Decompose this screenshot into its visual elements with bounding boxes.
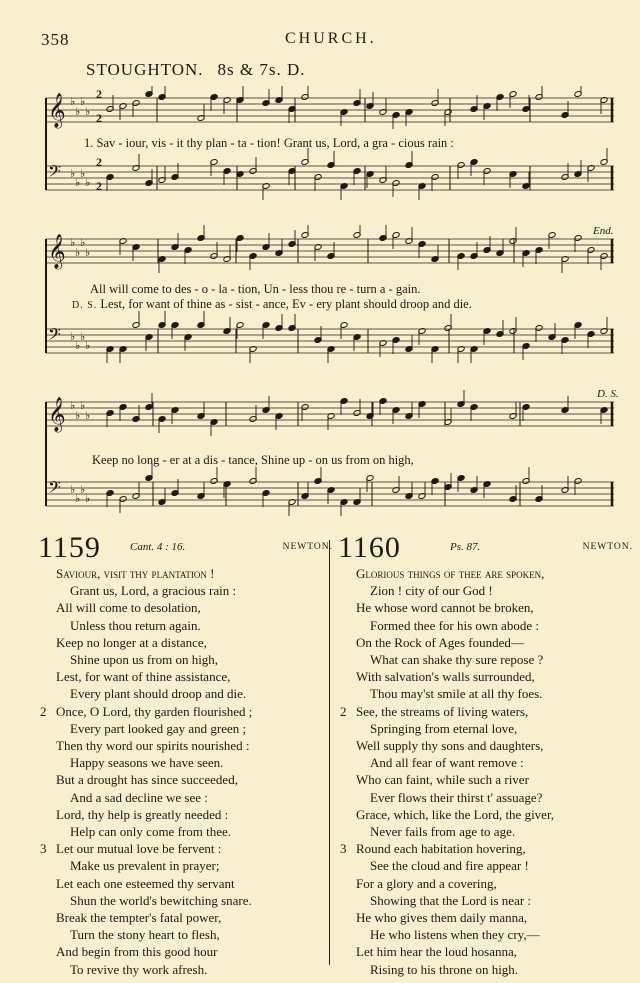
hymn-text (338, 565, 633, 978)
flat-icon: ♭ (80, 96, 86, 108)
time-signature: 2 (96, 155, 102, 169)
verse-line: Thou may'st smile at all thy foes. (370, 686, 543, 702)
hymn-header (38, 531, 333, 565)
bass-clef-icon: 𝄢 (48, 477, 61, 501)
verse-line: Unless thou return again. (70, 617, 201, 633)
verse-line: 2 See, the streams of living waters, (340, 703, 529, 719)
verse-line: He who listens when they cry,— (370, 927, 540, 943)
stanza-number: 3 (40, 841, 47, 857)
flat-icon: ♭ (70, 400, 76, 412)
time-signature: 2 (96, 111, 102, 125)
flat-icon: ♭ (70, 96, 76, 108)
flat-icon: ♭ (85, 247, 91, 259)
flat-icon: ♭ (70, 237, 76, 249)
hymn-number: 1159 (38, 531, 101, 564)
verse-line: Showing that the Lord is near : (370, 892, 532, 908)
flat-icon: ♭ (75, 493, 81, 505)
verse-line: 3 Round each habitation hovering, (340, 841, 526, 857)
bass-clef-icon: 𝄢 (48, 324, 61, 348)
verse-line: Keep no longer at a distance, (56, 634, 207, 650)
verse-line: He whose word cannot be broken, (356, 600, 534, 616)
staff (46, 148, 614, 200)
flat-icon: ♭ (85, 106, 91, 118)
flat-icon: ♭ (80, 237, 86, 249)
verse-line: Happy seasons we have seen. (70, 755, 224, 771)
staff-notation (40, 86, 620, 216)
treble-clef-icon: 𝄞 (48, 93, 66, 128)
verse-line: 2 Once, O Lord, thy garden flourished ; (40, 703, 253, 719)
music-system-2 (40, 225, 620, 375)
verse-line: Springing from eternal love, (370, 720, 518, 736)
ds-lyrics: Lest, for want of thine as - sist - ance, Ev - ery plant should droop and die. (97, 297, 472, 311)
verse-line: Saviour, visit thy plantation ! (56, 566, 215, 581)
hymn-1159 (38, 531, 333, 978)
verse-line: What can shake thy sure repose ? (370, 652, 544, 668)
verse-line: Shine upon us from on high, (70, 652, 219, 668)
verse-line: Rising to his throne on high. (370, 961, 519, 977)
hymn-number: 1160 (338, 531, 401, 564)
flat-icon: ♭ (75, 177, 81, 189)
verse-line: Turn the stony heart to flesh, (70, 927, 220, 943)
stanza-number: 2 (40, 703, 47, 719)
verse-line: Grace, which, like the Lord, the giver, (356, 806, 555, 822)
scripture-reference: Ps. 87. (450, 541, 481, 553)
verse-line: On the Rock of Ages founded— (356, 634, 524, 650)
verse-line: Break the tempter's fatal power, (56, 910, 222, 926)
hymn-author: NEWTON. (282, 542, 333, 552)
verse-line: 3 Let our mutual love be fervent : (40, 841, 222, 857)
lyrics-line: 1. Sav - iour, vis - it thy plan - ta - tion! Grant us, Lord, a gra - cious rain : (84, 136, 454, 150)
verse-line: All will come to desolation, (56, 600, 201, 616)
stanza-number: 2 (340, 703, 347, 719)
hymn-text (38, 565, 333, 978)
time-signature: 2 (96, 87, 102, 101)
flat-icon: ♭ (75, 340, 81, 352)
lyrics-line-ds (72, 297, 472, 312)
verse-line: And all fear of want remove : (370, 755, 524, 771)
verse-line: Glorious things of thee are spoken, (356, 566, 545, 581)
ds-label: D. S. (72, 300, 98, 311)
verse-line: Make us prevalent in prayer; (70, 858, 220, 874)
verse-line: Never fails from age to age. (370, 824, 516, 840)
verse-line: Then thy word our spirits nourished : (56, 738, 250, 754)
hymn-header (338, 531, 633, 565)
verse-line: Shun the world's bewitching snare. (70, 892, 252, 908)
staff (46, 464, 614, 516)
flat-icon: ♭ (75, 410, 81, 422)
hymn-author: NEWTON. (582, 542, 633, 552)
verse-line: See the cloud and fire appear ! (370, 858, 529, 874)
verse-line: Let him hear the loud hosanna, (356, 944, 518, 960)
flat-icon: ♭ (85, 410, 91, 422)
flat-icon: ♭ (80, 484, 86, 496)
flat-icon: ♭ (75, 247, 81, 259)
verse-line: Lest, for want of thine assistance, (56, 669, 231, 685)
verse-line: Zion ! city of our God ! (370, 583, 493, 599)
verse-line: Grant us, Lord, a gracious rain : (70, 583, 237, 599)
staff (46, 225, 614, 273)
treble-clef-icon: 𝄞 (48, 234, 66, 269)
verse-line: For a glory and a covering, (356, 875, 497, 891)
verse-line: Every plant should droop and die. (70, 686, 247, 702)
stanza-number: 3 (340, 841, 347, 857)
flat-icon: ♭ (85, 493, 91, 505)
verse-line: Ever flows their thirst t' assuage? (370, 789, 543, 805)
hymn-1160 (338, 531, 633, 978)
running-title: CHURCH. (285, 30, 377, 47)
flat-icon: ♭ (70, 168, 76, 180)
flat-icon: ♭ (75, 106, 81, 118)
music-system-1 (40, 86, 620, 216)
flat-icon: ♭ (70, 484, 76, 496)
verse-line: Who can faint, while such a river (356, 772, 529, 788)
end-mark: End. (593, 225, 614, 237)
flat-icon: ♭ (80, 331, 86, 343)
verse-line: Lord, thy help is greatly needed : (56, 806, 229, 822)
tune-name: STOUGHTON. (86, 60, 204, 79)
verse-line: Every part looked gay and green ; (70, 720, 247, 736)
time-signature: 2 (96, 179, 102, 193)
bass-clef-icon: 𝄢 (48, 161, 61, 185)
music-system-3 (40, 388, 620, 528)
staff (46, 86, 614, 129)
verse-line: And a sad decline we see : (70, 789, 208, 805)
staff (46, 390, 614, 436)
treble-clef-icon: 𝄞 (48, 397, 66, 432)
flat-icon: ♭ (70, 331, 76, 343)
tune-title (86, 60, 306, 80)
staff (46, 311, 614, 363)
flat-icon: ♭ (85, 177, 91, 189)
verse-line: With salvation's walls surrounded, (356, 669, 535, 685)
tune-meter: 8s & 7s. D. (217, 60, 306, 79)
flat-icon: ♭ (85, 340, 91, 352)
page-number: 358 (41, 30, 70, 49)
verse-line: And begin from this good hour (56, 944, 218, 960)
ds-mark: D. S. (597, 388, 619, 400)
flat-icon: ♭ (80, 400, 86, 412)
verse-line: To revive thy work afresh. (70, 961, 208, 977)
verse-line: Help can only come from thee. (70, 824, 231, 840)
flat-icon: ♭ (80, 168, 86, 180)
verse-line: Let each one esteemed thy servant (56, 875, 235, 891)
verse-line: He who gives them daily manna, (356, 910, 528, 926)
scripture-reference: Cant. 4 : 16. (130, 541, 186, 553)
lyrics-line: Keep no long - er at a dis - tance, Shine up - on us from on high, (92, 453, 414, 467)
lyrics-line: All will come to des - o - la - tion, Un - less thou re - turn a - gain. (90, 282, 421, 296)
verse-line: Well supply thy sons and daughters, (356, 738, 544, 754)
page-header (0, 30, 640, 54)
verse-line: But a drought has since succeeded, (56, 772, 238, 788)
verse-line: Formed thee for his own abode : (370, 617, 539, 633)
